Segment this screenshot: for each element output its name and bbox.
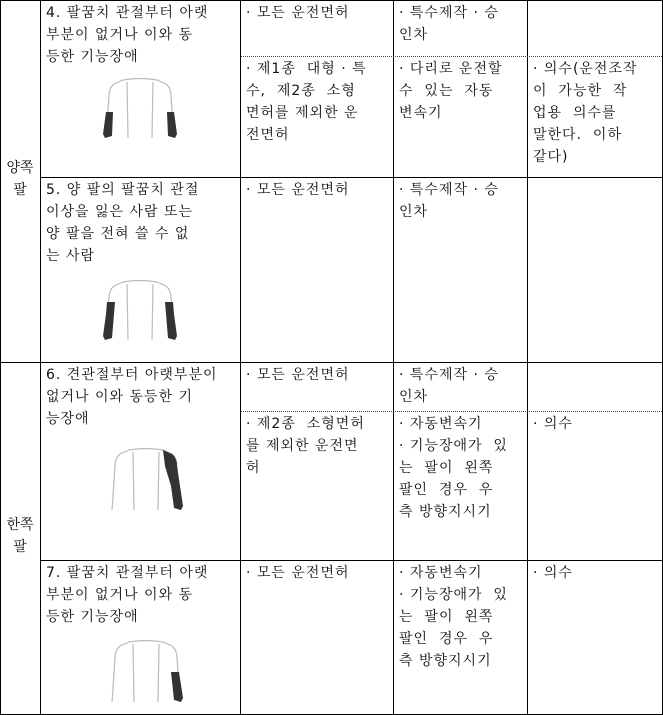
body-figure-both-arms-icon [95, 280, 185, 342]
row4-aid-2: · 의수(운전조작 이 가능한 작 업용 의수를 말한다. 이하 같다) [533, 61, 638, 165]
row7-aid-1: · 의수 [533, 565, 573, 581]
group-label-both-arms: 양쪽 팔 [6, 160, 34, 198]
body-figure-one-arm-from-shoulder-icon [103, 448, 189, 512]
row7-vehicle-1: · 자동변속기 · 기능장애가 있 는 팔이 왼쪽 팔인 경우 우 측 방향지시기 [399, 565, 508, 669]
row7-license-1: · 모든 운전면허 [246, 565, 350, 581]
row5-vehicle-1: · 특수제작 · 승 인차 [399, 182, 499, 220]
row6-license-1: · 모든 운전면허 [246, 367, 350, 383]
row6-vehicle-2: · 자동변속기 · 기능장애가 있 는 팔이 왼쪽 팔인 경우 우 측 방향지시기 [399, 416, 508, 520]
row6-vehicle-1: · 특수제작 · 승 인차 [399, 367, 499, 405]
row4-disability: 4. 팔꿈치 관절부터 아랫 부분이 없거나 이와 동 등한 기능장애 [46, 5, 209, 65]
row4-vehicle-2: · 다리로 운전할 수 있는 자동 변속기 [399, 61, 503, 121]
row5-license-1: · 모든 운전면허 [246, 182, 350, 198]
row4-license-2: · 제1종 대형 · 특 수, 제2종 소형 면허를 제외한 운 전면허 [246, 61, 367, 143]
row4-vehicle-1: · 특수제작 · 승 인차 [399, 5, 499, 43]
row7-disability: 7. 팔꿈치 관절부터 아랫 부분이 없거나 이와 동 등한 기능장애 [46, 565, 209, 625]
row5-disability: 5. 양 팔의 팔꿈치 관절 이상을 잃은 사람 또는 양 팔을 전혀 쓸 수 없 는 사람 [46, 182, 200, 264]
body-figure-one-forearm-icon [103, 640, 189, 704]
body-figure-both-forearms-icon [95, 78, 185, 140]
row6-aid-2: · 의수 [533, 416, 573, 432]
row4-license-1: · 모든 운전면허 [246, 5, 350, 21]
row6-license-2: · 제2종 소형면허 를 제외한 운전면 허 [246, 416, 365, 476]
row6-disability: 6. 견관절부터 아랫부분이 없거나 이와 동등한 기 능장애 [46, 367, 218, 427]
group-label-one-arm: 한쪽 팔 [6, 517, 34, 555]
